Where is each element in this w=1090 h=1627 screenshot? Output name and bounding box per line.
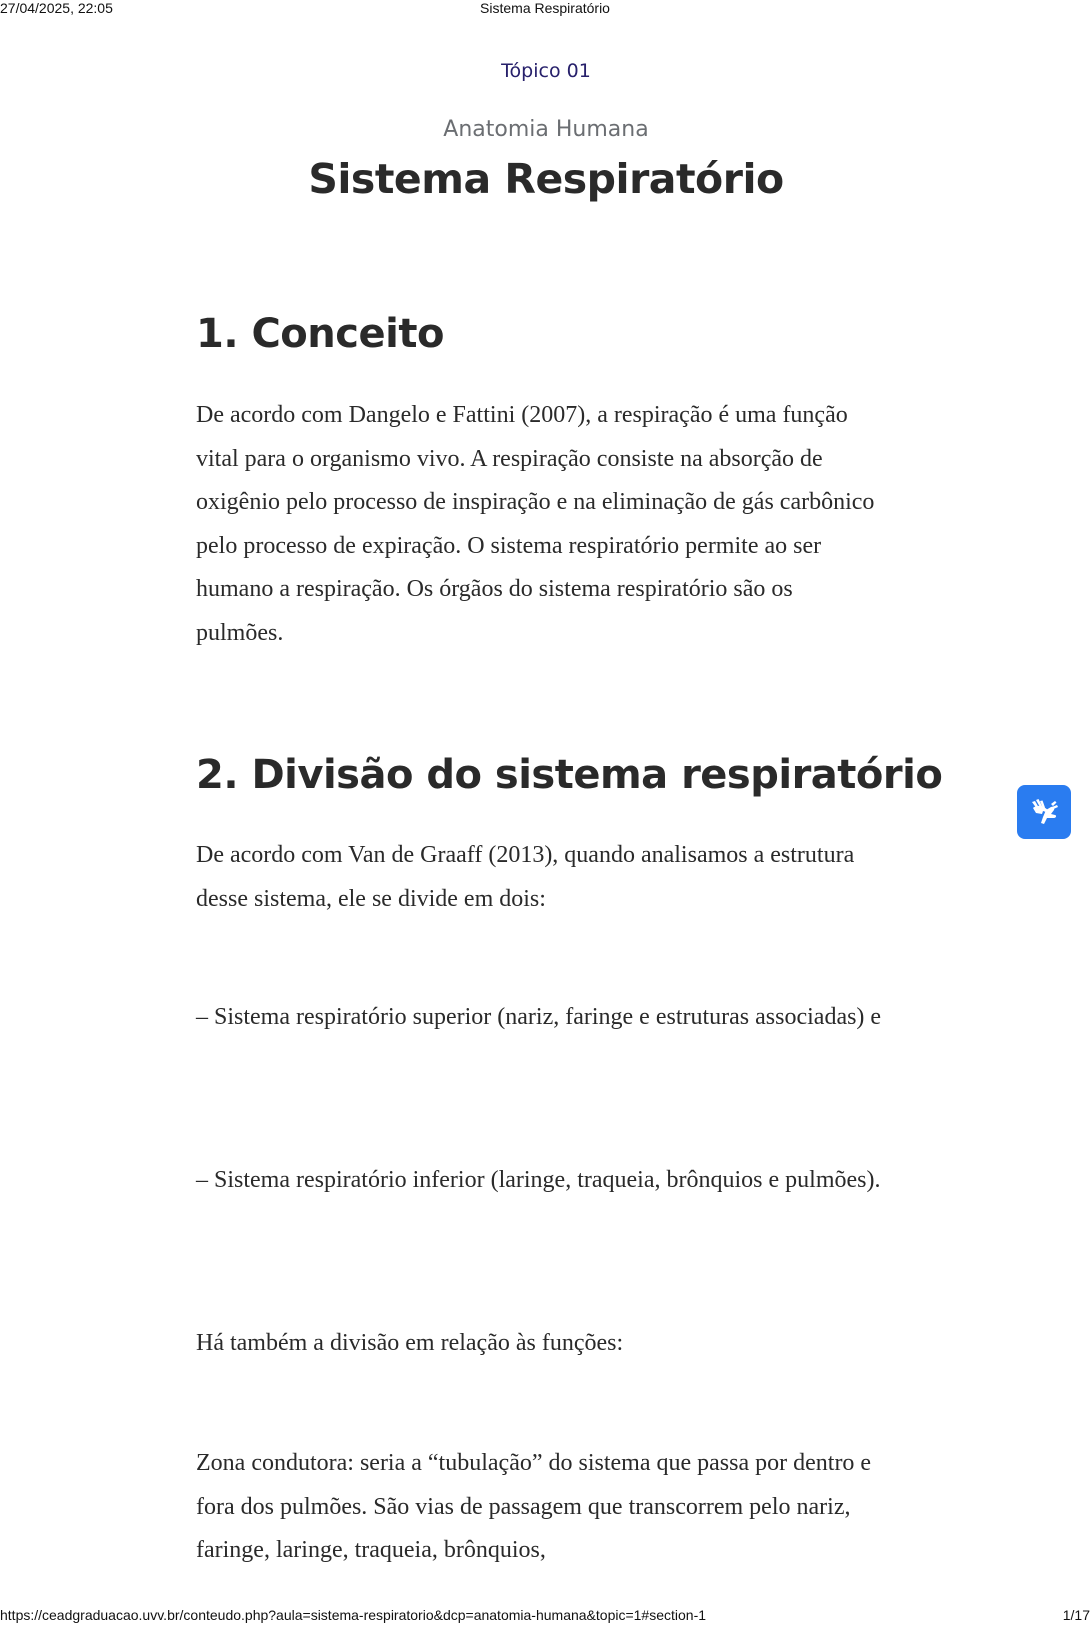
print-header (0, 0, 1090, 18)
print-url: https://ceadgraduacao.uvv.br/conteudo.php?aula=sistema-respiratorio&dcp=anatomia-humana&topic=1#section-1 (0, 1607, 707, 1623)
sign-language-hands-icon (1026, 794, 1062, 830)
paragraph: De acordo com Van de Graaff (2013), quando analisamos a estrutura desse sistema, ele se divide em dois: (196, 842, 855, 912)
page-title: Sistema Respiratório (308, 155, 784, 203)
course-name: Anatomia Humana (443, 117, 649, 142)
print-document-title: Sistema Respiratório (480, 0, 610, 16)
paragraph: Zona condutora: seria a “tubulação” do sistema que passa por dentro e fora dos pulmões. São vias de passagem que transcorrem pelo nariz, faringe, laringe, traqueia, brônquios, (196, 1450, 872, 1564)
print-datetime: 27/04/2025, 22:05 (0, 0, 113, 16)
list-item: – Sistema respiratório inferior (laringe, traqueia, brônquios e pulmões). (196, 1167, 881, 1193)
section-heading-conceito: 1. Conceito (196, 311, 444, 357)
list-item: – Sistema respiratório superior (nariz, faringe e estruturas associadas) e (196, 1004, 882, 1030)
print-footer (0, 1607, 1090, 1625)
paragraph: Há também a divisão em relação às funções: (196, 1330, 624, 1356)
topic-label: Tópico 01 (501, 60, 591, 82)
section-heading-divisao: 2. Divisão do sistema respiratório (196, 752, 943, 798)
accessibility-libras-button[interactable] (1017, 785, 1071, 839)
paragraph: De acordo com Dangelo e Fattini (2007), a respiração é uma função vital para o organismo vivo. A respiração consiste na absorção de oxigênio pelo processo de inspiração e na eliminação de gás carbônico pelo processo de expiração. O sistema respiratório permite ao ser humano a respiração. Os órgãos do sistema respiratório são os pulmões. (196, 402, 875, 646)
print-page-number: 1/17 (1062, 1607, 1090, 1623)
